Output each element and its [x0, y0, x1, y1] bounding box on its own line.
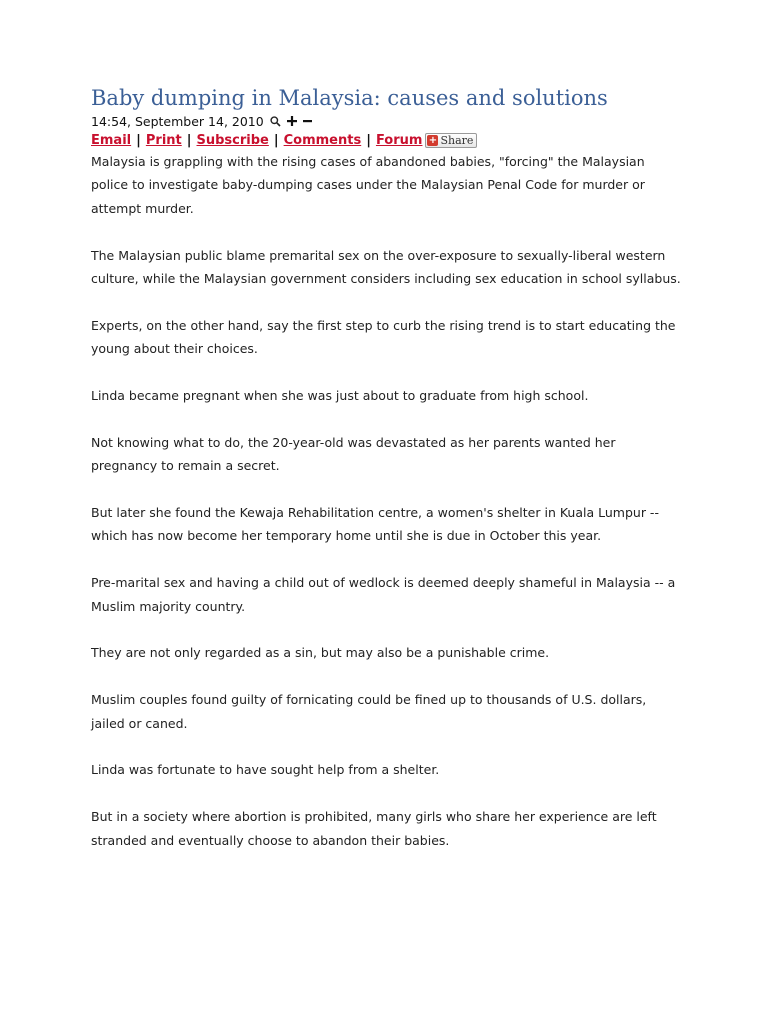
article-paragraph: Linda became pregnant when she was just about to graduate from high school. [91, 388, 589, 404]
magnifier-icon[interactable] [270, 116, 281, 127]
forum-link[interactable]: Forum [375, 132, 423, 148]
article-dateline-row [91, 112, 691, 130]
article-paragraph: Experts, on the other hand, say the first step to curb the rising trend is to start educating the young about their choices. [91, 317, 676, 357]
article-paragraph: They are not only regarded as a sin, but may also be a punishable crime. [91, 645, 550, 661]
article-paragraph: Muslim couples found guilty of fornicating could be fined up to thousands of U.S. dollars, jailed or caned. [91, 692, 647, 731]
share-label: Share [440, 133, 474, 147]
article-paragraph: Malaysia is grappling with the rising cases of abandoned babies, "forcing" the Malaysian police to investigate baby-dumping cases under the Malaysian Penal Code for murder or attempt murder. [91, 154, 645, 216]
article-title: Baby dumping in Malaysia: causes and solutions [91, 86, 608, 110]
article-actions [91, 130, 691, 150]
decrease-font-icon[interactable] [303, 116, 312, 126]
separator: | [136, 132, 141, 148]
separator: | [366, 132, 371, 148]
article-paragraph: But later she found the Kewaja Rehabilitation centre, a women's shelter in Kuala Lumpur -- which has now become her temporary home until she is due in October this year. [91, 505, 659, 544]
article [91, 84, 691, 852]
article-paragraph: Linda was fortunate to have sought help from a shelter. [91, 762, 440, 778]
comments-link[interactable]: Comments [283, 132, 362, 148]
article-body [91, 150, 691, 852]
article-date: 14:54, September 14, 2010 [91, 113, 264, 129]
separator: | [186, 132, 192, 148]
share-button[interactable] [425, 133, 477, 148]
article-paragraph: The Malaysian public blame premarital sex on the over-exposure to sexually-liberal western culture, while the Malaysian government considers including sex education in school syllabus. [91, 247, 681, 287]
email-link[interactable]: Email [91, 132, 132, 148]
article-paragraph: But in a society where abortion is prohibited, many girls who share her experience are left stranded and eventually choose to abandon their babies. [91, 809, 657, 848]
subscribe-link[interactable]: Subscribe [196, 132, 269, 148]
share-plus-icon: + [428, 134, 438, 146]
print-link[interactable]: Print [145, 132, 182, 148]
increase-font-icon[interactable] [287, 116, 297, 126]
article-paragraph: Not knowing what to do, the 20-year-old was devastated as her parents wanted her pregnancy to remain a secret. [91, 434, 616, 474]
article-paragraph: Pre-marital sex and having a child out of wedlock is deemed deeply shameful in Malaysia -- a Muslim majority country. [91, 575, 676, 614]
separator: | [273, 132, 279, 148]
